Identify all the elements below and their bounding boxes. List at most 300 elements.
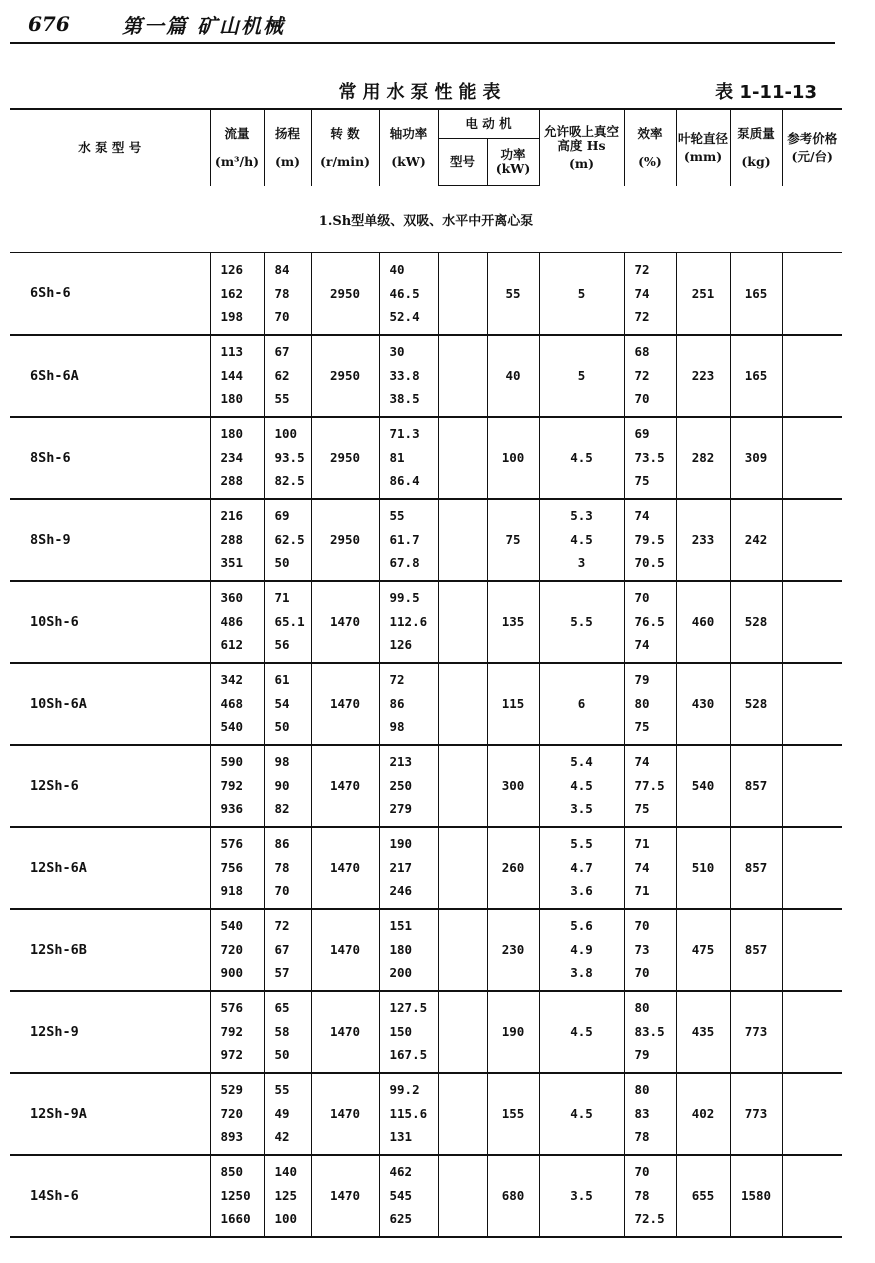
cell-motor_power: 680 [487,1155,539,1237]
cell-head-value: 125 [274,1187,298,1203]
cell-price [782,417,842,499]
cell-motor_model [438,991,487,1073]
cell-shaft-value: 61.7 [389,531,420,547]
cell-price [782,663,842,745]
table-row [10,827,842,909]
cell-model: 6Sh-6A [10,335,210,417]
cell-suction [539,417,624,499]
cell-flow-value: 198 [220,309,244,324]
cell-mass: 857 [730,827,782,909]
cell-price [782,745,842,827]
cell-mass: 165 [730,335,782,417]
cell-eff-value: 78 [634,1129,650,1145]
cell-shaft-value: 33.8 [389,367,420,383]
cell-motor_model [438,253,487,335]
cell-suction [539,991,624,1073]
cell-suction-value: 4.5 [570,777,593,793]
cell-model: 12Sh-6B [10,909,210,991]
cell-flow-value: 576 [220,836,244,852]
table-row [10,1073,842,1155]
col-impeller: 叶轮直径 (mm) [676,109,730,186]
cell-speed: 1470 [311,1155,379,1237]
cell-shaft-value: 81 [389,449,405,465]
page-number: 676 [28,12,70,36]
cell-motor_power: 300 [487,745,539,827]
cell-flow-value: 936 [220,801,244,817]
cell-eff-value: 74 [634,508,650,524]
cell-eff [624,253,676,335]
cell-suction-value: 5 [577,367,586,383]
cell-suction [539,663,624,745]
cell-suction-value: 4.5 [570,1105,593,1121]
cell-eff-value: 70 [634,1164,650,1180]
cell-suction-value: 4.5 [570,531,593,547]
cell-speed: 1470 [311,581,379,663]
cell-flow [210,417,264,499]
cell-flow-value: 756 [220,859,244,875]
cell-speed: 1470 [311,1073,379,1155]
cell-shaft-value: 151 [389,918,413,934]
cell-eff-value: 79 [634,672,650,688]
cell-head-value: 86 [274,836,290,852]
cell-model: 12Sh-9 [10,991,210,1073]
cell-eff [624,1155,676,1237]
cell-head-value: 65.1 [274,613,305,629]
cell-head-value: 57 [274,965,290,981]
page-header [22,8,842,38]
cell-price [782,253,842,335]
cell-eff-value: 74 [634,285,650,301]
cell-eff-value: 79 [634,1047,650,1063]
cell-suction-value: 3.5 [570,1187,593,1203]
cell-impeller: 251 [676,253,730,335]
cell-suction [539,335,624,417]
cell-speed: 1470 [311,909,379,991]
cell-mass: 773 [730,991,782,1073]
cell-flow-value: 288 [220,473,244,489]
cell-suction-value: 5.4 [570,754,593,770]
cell-model: 8Sh-9 [10,499,210,581]
cell-model: 8Sh-6 [10,417,210,499]
cell-motor_power: 75 [487,499,539,581]
cell-price [782,1155,842,1237]
cell-head-value: 70 [274,309,290,324]
cell-price [782,991,842,1073]
cell-motor_power: 135 [487,581,539,663]
col-flow: 流量 (m³/h) [210,109,264,186]
cell-flow-value: 486 [220,613,244,629]
cell-motor_power: 55 [487,253,539,335]
cell-suction-value: 4.9 [570,941,593,957]
cell-suction-value: 5.5 [570,613,593,629]
cell-mass: 857 [730,909,782,991]
col-motor: 电 动 机 [438,109,539,139]
cell-head-value: 72 [274,918,290,934]
cell-flow [210,991,264,1073]
cell-flow-value: 180 [220,391,244,407]
cell-price [782,581,842,663]
col-motor-power: 功率 (kW) [487,139,539,186]
part-title: 第一篇 矿山机械 [122,14,285,38]
cell-model: 10Sh-6A [10,663,210,745]
cell-suction [539,253,624,335]
cell-motor_model [438,581,487,663]
cell-flow-value: 540 [220,918,244,934]
cell-eff-value: 72 [634,309,650,324]
cell-impeller: 510 [676,827,730,909]
cell-shaft-value: 55 [389,508,405,524]
cell-eff-value: 71 [634,883,650,899]
cell-shaft-value: 279 [389,801,413,817]
cell-head-value: 42 [274,1129,290,1145]
cell-flow-value: 612 [220,637,244,653]
cell-flow-value: 216 [220,508,244,524]
cell-head-value: 62.5 [274,531,305,547]
cell-head-value: 84 [274,262,290,277]
cell-eff-value: 68 [634,344,650,360]
cell-impeller: 223 [676,335,730,417]
cell-motor_power: 115 [487,663,539,745]
cell-flow-value: 893 [220,1129,244,1145]
cell-head-value: 50 [274,1047,290,1063]
cell-motor_model [438,909,487,991]
cell-eff-value: 74 [634,754,650,770]
cell-head-value: 56 [274,637,290,653]
cell-suction-value: 4.7 [570,859,593,875]
cell-shaft-value: 46.5 [389,285,420,301]
cell-motor_model [438,335,487,417]
cell-motor_model [438,499,487,581]
cell-eff [624,417,676,499]
cell-shaft [379,1155,438,1237]
cell-shaft [379,1073,438,1155]
cell-head-value: 55 [274,1082,290,1098]
cell-shaft [379,827,438,909]
cell-shaft-value: 462 [389,1164,413,1180]
cell-head-value: 78 [274,285,290,301]
cell-eff-value: 77.5 [634,777,665,793]
cell-head-value: 140 [274,1164,298,1180]
cell-impeller: 655 [676,1155,730,1237]
cell-head-value: 78 [274,859,290,875]
cell-suction-value: 6 [577,695,586,711]
cell-flow-value: 918 [220,883,244,899]
cell-suction-value: 4.5 [570,449,593,465]
cell-head [264,581,311,663]
cell-suction-value: 3.8 [570,965,593,981]
cell-suction-value: 3 [577,555,586,571]
cell-head [264,499,311,581]
cell-shaft-value: 126 [389,637,413,653]
cell-eff-value: 70 [634,965,650,981]
cell-head [264,827,311,909]
cell-shaft-value: 67.8 [389,555,420,571]
cell-shaft-value: 86.4 [389,473,420,489]
cell-eff-value: 79.5 [634,531,665,547]
cell-mass: 528 [730,663,782,745]
col-suction: 允许吸上真空高度 Hs (m) [539,109,624,186]
cell-eff-value: 75 [634,801,650,817]
cell-motor_power: 40 [487,335,539,417]
cell-head-value: 49 [274,1105,290,1121]
cell-flow-value: 113 [220,344,244,360]
cell-flow [210,1155,264,1237]
table-row [10,581,842,663]
cell-eff-value: 71 [634,836,650,852]
cell-flow-value: 1250 [220,1187,251,1203]
cell-eff-value: 75 [634,473,650,489]
cell-flow-value: 288 [220,531,244,547]
cell-model: 12Sh-6 [10,745,210,827]
header-rule [10,42,835,44]
cell-flow-value: 529 [220,1082,244,1098]
cell-shaft [379,909,438,991]
cell-head-value: 61 [274,672,290,688]
cell-suction [539,1155,624,1237]
cell-price [782,827,842,909]
cell-flow [210,745,264,827]
cell-shaft-value: 86 [389,695,405,711]
col-mass: 泵质量 (kg) [730,109,782,186]
cell-flow-value: 468 [220,695,244,711]
table-row [10,663,842,745]
cell-eff [624,1073,676,1155]
cell-price [782,909,842,991]
cell-head-value: 82.5 [274,473,305,489]
cell-shaft-value: 246 [389,883,413,899]
cell-flow-value: 234 [220,449,244,465]
cell-flow-value: 590 [220,754,244,770]
table-row [10,253,842,335]
cell-flow-value: 342 [220,672,244,688]
cell-shaft [379,745,438,827]
cell-eff-value: 70 [634,391,650,407]
cell-suction [539,909,624,991]
cell-eff-value: 76.5 [634,613,665,629]
cell-flow-value: 126 [220,262,244,277]
table-row [10,909,842,991]
cell-flow-value: 792 [220,777,244,793]
cell-flow-value: 850 [220,1164,244,1180]
cell-speed: 1470 [311,991,379,1073]
cell-motor_model [438,827,487,909]
cell-head [264,663,311,745]
cell-motor_power: 260 [487,827,539,909]
cell-flow-value: 360 [220,590,244,606]
cell-suction-value: 3.5 [570,801,593,817]
cell-suction-value: 5.5 [570,836,593,852]
cell-model: 6Sh-6 [10,253,210,335]
col-price: 参考价格 (元/台) [782,109,842,186]
cell-suction [539,581,624,663]
cell-suction-value: 5.3 [570,508,593,524]
cell-eff-value: 80 [634,695,650,711]
table-title: 常用水泵性能表 [338,82,507,103]
cell-shaft [379,335,438,417]
cell-head-value: 67 [274,941,290,957]
cell-mass: 857 [730,745,782,827]
cell-eff-value: 78 [634,1187,650,1203]
cell-eff [624,581,676,663]
cell-head [264,745,311,827]
cell-eff-value: 74 [634,637,650,653]
cell-impeller: 233 [676,499,730,581]
cell-flow [210,827,264,909]
cell-impeller: 430 [676,663,730,745]
cell-shaft-value: 213 [389,754,413,770]
cell-head-value: 58 [274,1023,290,1039]
col-model: 水 泵 型 号 [10,109,210,186]
cell-eff [624,499,676,581]
cell-shaft-value: 38.5 [389,391,420,407]
cell-eff [624,335,676,417]
cell-shaft [379,417,438,499]
cell-head-value: 100 [274,1211,298,1227]
cell-eff-value: 72 [634,262,650,277]
cell-flow [210,1073,264,1155]
table-row [10,991,842,1073]
cell-motor_power: 230 [487,909,539,991]
cell-eff [624,991,676,1073]
cell-shaft-value: 150 [389,1023,413,1039]
cell-model: 14Sh-6 [10,1155,210,1237]
cell-speed: 1470 [311,745,379,827]
cell-head [264,335,311,417]
cell-speed: 1470 [311,827,379,909]
cell-shaft [379,499,438,581]
cell-mass: 773 [730,1073,782,1155]
cell-flow-value: 144 [220,367,244,383]
cell-head-value: 69 [274,508,290,524]
cell-shaft [379,663,438,745]
cell-flow [210,663,264,745]
cell-shaft-value: 99.2 [389,1082,420,1098]
cell-eff-value: 70.5 [634,555,665,571]
cell-flow-value: 720 [220,941,244,957]
cell-shaft [379,991,438,1073]
col-shaft-power: 轴功率 (kW) [379,109,438,186]
cell-head-value: 67 [274,344,290,360]
cell-model: 12Sh-9A [10,1073,210,1155]
cell-suction [539,1073,624,1155]
cell-head [264,909,311,991]
cell-suction-value: 5.6 [570,918,593,934]
cell-shaft-value: 71.3 [389,426,420,442]
cell-flow [210,335,264,417]
cell-head-value: 90 [274,777,290,793]
cell-head-value: 62 [274,367,290,383]
cell-motor_model [438,417,487,499]
cell-head-value: 50 [274,719,290,735]
cell-flow-value: 900 [220,965,244,981]
cell-eff-value: 80 [634,1082,650,1098]
cell-shaft-value: 180 [389,941,413,957]
cell-flow-value: 162 [220,285,244,301]
cell-motor_model [438,1155,487,1237]
cell-speed: 2950 [311,335,379,417]
cell-shaft-value: 545 [389,1187,413,1203]
cell-mass: 1580 [730,1155,782,1237]
cell-head [264,1155,311,1237]
cell-shaft-value: 625 [389,1211,413,1227]
cell-head-value: 100 [274,426,298,442]
cell-mass: 242 [730,499,782,581]
cell-eff-value: 72 [634,367,650,383]
cell-suction-value: 3.6 [570,883,593,899]
cell-eff-value: 73.5 [634,449,665,465]
cell-suction-value: 4.5 [570,1023,593,1039]
cell-suction [539,827,624,909]
cell-eff [624,663,676,745]
cell-shaft-value: 217 [389,859,413,875]
cell-motor_power: 100 [487,417,539,499]
section-title: 1.Sh型单级、双吸、水平中开离心泵 [10,186,842,253]
cell-head-value: 93.5 [274,449,305,465]
cell-shaft-value: 190 [389,836,413,852]
cell-model: 10Sh-6 [10,581,210,663]
cell-motor_power: 155 [487,1073,539,1155]
cell-impeller: 475 [676,909,730,991]
cell-flow-value: 792 [220,1023,244,1039]
cell-suction-value: 5 [577,285,586,301]
cell-shaft-value: 52.4 [389,309,420,324]
cell-eff-value: 74 [634,859,650,875]
cell-flow [210,499,264,581]
cell-price [782,1073,842,1155]
cell-shaft-value: 131 [389,1129,413,1145]
table-row [10,335,842,417]
cell-shaft-value: 30 [389,344,405,360]
cell-motor_model [438,663,487,745]
cell-shaft-value: 127.5 [389,1000,428,1016]
pump-performance-table [10,108,842,1238]
table-row [10,417,842,499]
cell-mass: 528 [730,581,782,663]
cell-shaft-value: 167.5 [389,1047,428,1063]
cell-flow-value: 351 [220,555,244,571]
table-row [10,499,842,581]
cell-flow [210,253,264,335]
cell-flow-value: 576 [220,1000,244,1016]
cell-head-value: 70 [274,883,290,899]
cell-head [264,253,311,335]
cell-price [782,499,842,581]
cell-flow [210,909,264,991]
table-row [10,745,842,827]
cell-eff [624,827,676,909]
cell-shaft-value: 200 [389,965,413,981]
cell-suction [539,499,624,581]
cell-shaft-value: 115.6 [389,1105,428,1121]
cell-flow-value: 180 [220,426,244,442]
cell-eff-value: 83.5 [634,1023,665,1039]
cell-head [264,991,311,1073]
cell-shaft-value: 72 [389,672,405,688]
cell-motor_model [438,745,487,827]
cell-flow-value: 1660 [220,1211,251,1227]
cell-shaft-value: 40 [389,262,405,277]
col-motor-model: 型号 [438,139,487,186]
cell-impeller: 402 [676,1073,730,1155]
cell-speed: 2950 [311,253,379,335]
cell-eff-value: 70 [634,590,650,606]
cell-suction [539,745,624,827]
cell-head [264,417,311,499]
cell-eff-value: 73 [634,941,650,957]
cell-head [264,1073,311,1155]
cell-eff [624,909,676,991]
cell-head-value: 65 [274,1000,290,1016]
